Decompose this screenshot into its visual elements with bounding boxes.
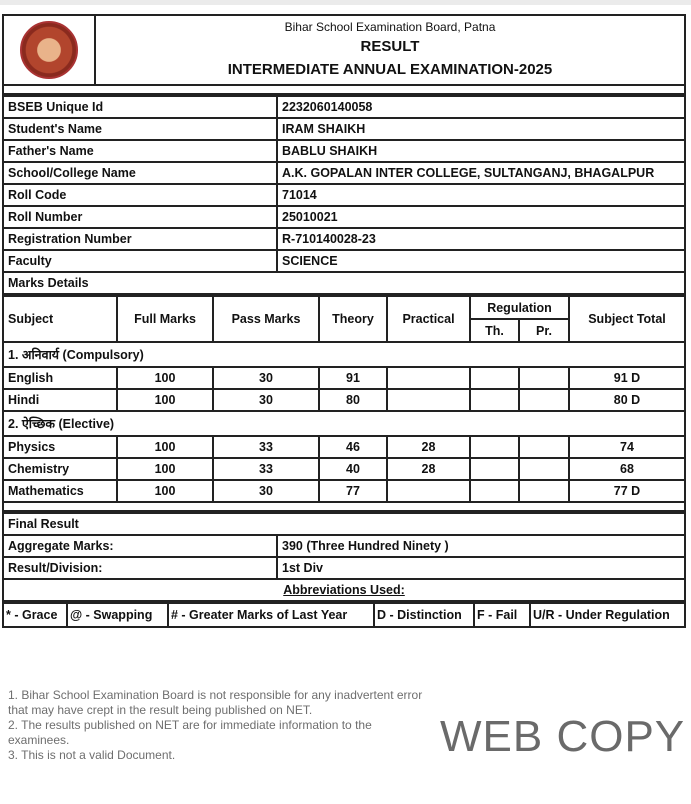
detail-value: 71014	[277, 184, 685, 206]
detail-value: R-710140028-23	[277, 228, 685, 250]
col-practical: Practical	[387, 296, 470, 342]
abbreviation-item: U/R - Under Regulation	[530, 603, 685, 627]
cell-total: 74	[569, 436, 685, 458]
cell-practical	[387, 389, 470, 411]
cell-th	[470, 480, 519, 502]
cell-practical: 28	[387, 458, 470, 480]
abbreviation-item: F - Fail	[474, 603, 530, 627]
cell-theory: 80	[319, 389, 387, 411]
logo-cell	[3, 15, 95, 85]
division-label: Result/Division:	[3, 557, 277, 579]
subject-row	[3, 480, 685, 502]
col-full-marks: Full Marks	[117, 296, 213, 342]
cell-subject: Chemistry	[3, 458, 117, 480]
top-bar	[0, 0, 691, 5]
disclaimer-line: that may have crept in the result being published on NET.	[8, 703, 313, 717]
abbreviation-item: # - Greater Marks of Last Year	[168, 603, 374, 627]
detail-label: BSEB Unique Id	[3, 96, 277, 118]
elective-label: 2. ऐच्छिक (Elective)	[3, 411, 685, 436]
detail-row	[3, 162, 685, 184]
detail-label: Roll Number	[3, 206, 277, 228]
cell-full: 100	[117, 480, 213, 502]
detail-label: Father's Name	[3, 140, 277, 162]
marks-details-title: Marks Details	[3, 272, 685, 294]
cell-total: 80 D	[569, 389, 685, 411]
col-pass-marks: Pass Marks	[213, 296, 319, 342]
abbreviation-item: @ - Swapping	[67, 603, 168, 627]
exam-title: INTERMEDIATE ANNUAL EXAMINATION-2025	[227, 61, 553, 78]
subject-row	[3, 389, 685, 411]
cell-full: 100	[117, 436, 213, 458]
cell-subject: Physics	[3, 436, 117, 458]
result-sheet	[2, 14, 686, 628]
abbreviations-table	[2, 602, 686, 628]
disclaimer-line: examinees.	[8, 733, 70, 747]
detail-value: BABLU SHAIKH	[277, 140, 685, 162]
cell-pass: 30	[213, 480, 319, 502]
result-title: RESULT	[360, 38, 420, 55]
cell-theory: 40	[319, 458, 387, 480]
cell-pr	[519, 389, 569, 411]
detail-label: Student's Name	[3, 118, 277, 140]
student-details-table	[2, 95, 686, 295]
cell-practical	[387, 367, 470, 389]
cell-pr	[519, 480, 569, 502]
cell-pass: 33	[213, 436, 319, 458]
detail-label: Roll Code	[3, 184, 277, 206]
cell-practical	[387, 480, 470, 502]
cell-subject: English	[3, 367, 117, 389]
col-reg-th: Th.	[470, 319, 519, 342]
cell-total: 77 D	[569, 480, 685, 502]
detail-value: 25010021	[277, 206, 685, 228]
disclaimer-line: 1. Bihar School Examination Board is not responsible for any inadvertent error	[8, 688, 423, 702]
disclaimer-line: 3. This is not a valid Document.	[8, 748, 176, 762]
marks-table	[2, 295, 686, 512]
detail-row	[3, 184, 685, 206]
col-theory: Theory	[319, 296, 387, 342]
spacer-row	[3, 85, 685, 94]
bseb-seal-logo	[20, 21, 78, 79]
col-subject: Subject	[3, 296, 117, 342]
cell-th	[470, 389, 519, 411]
detail-label: School/College Name	[3, 162, 277, 184]
web-copy-watermark: WEB COPY	[440, 712, 686, 761]
cell-full: 100	[117, 367, 213, 389]
final-result-table	[2, 512, 686, 602]
title-cell	[95, 15, 685, 85]
detail-value: A.K. GOPALAN INTER COLLEGE, SULTANGANJ, BHAGALPUR	[277, 162, 685, 184]
detail-value: IRAM SHAIKH	[277, 118, 685, 140]
cell-pass: 33	[213, 458, 319, 480]
disclaimer-watermark	[8, 688, 428, 763]
detail-row	[3, 228, 685, 250]
detail-label: Registration Number	[3, 228, 277, 250]
final-result-title: Final Result	[3, 513, 685, 535]
detail-row	[3, 96, 685, 118]
col-subject-total: Subject Total	[569, 296, 685, 342]
cell-pr	[519, 458, 569, 480]
aggregate-value: 390 (Three Hundred Ninety )	[277, 535, 685, 557]
division-value: 1st Div	[277, 557, 685, 579]
cell-total: 91 D	[569, 367, 685, 389]
cell-theory: 77	[319, 480, 387, 502]
cell-subject: Mathematics	[3, 480, 117, 502]
cell-theory: 91	[319, 367, 387, 389]
cell-pr	[519, 436, 569, 458]
abbreviation-item: D - Distinction	[374, 603, 474, 627]
subject-row	[3, 458, 685, 480]
detail-value: SCIENCE	[277, 250, 685, 272]
cell-pass: 30	[213, 389, 319, 411]
cell-theory: 46	[319, 436, 387, 458]
cell-full: 100	[117, 458, 213, 480]
col-regulation: Regulation	[470, 296, 569, 319]
subject-row	[3, 367, 685, 389]
header-table	[2, 14, 686, 95]
detail-row	[3, 250, 685, 272]
subject-row	[3, 436, 685, 458]
detail-row	[3, 206, 685, 228]
cell-th	[470, 367, 519, 389]
cell-full: 100	[117, 389, 213, 411]
cell-subject: Hindi	[3, 389, 117, 411]
detail-value: 2232060140058	[277, 96, 685, 118]
compulsory-label: 1. अनिवार्य (Compulsory)	[3, 342, 685, 367]
disclaimer-line: 2. The results published on NET are for immediate information to the	[8, 718, 372, 732]
detail-row	[3, 140, 685, 162]
abbreviations-title: Abbreviations Used:	[3, 579, 685, 601]
cell-total: 68	[569, 458, 685, 480]
col-reg-pr: Pr.	[519, 319, 569, 342]
spacer-row	[3, 502, 685, 511]
cell-th	[470, 436, 519, 458]
cell-th	[470, 458, 519, 480]
cell-practical: 28	[387, 436, 470, 458]
cell-pr	[519, 367, 569, 389]
board-name: Bihar School Examination Board, Patna	[284, 20, 496, 34]
aggregate-label: Aggregate Marks:	[3, 535, 277, 557]
detail-row	[3, 118, 685, 140]
abbreviation-item: * - Grace	[3, 603, 67, 627]
detail-label: Faculty	[3, 250, 277, 272]
cell-pass: 30	[213, 367, 319, 389]
